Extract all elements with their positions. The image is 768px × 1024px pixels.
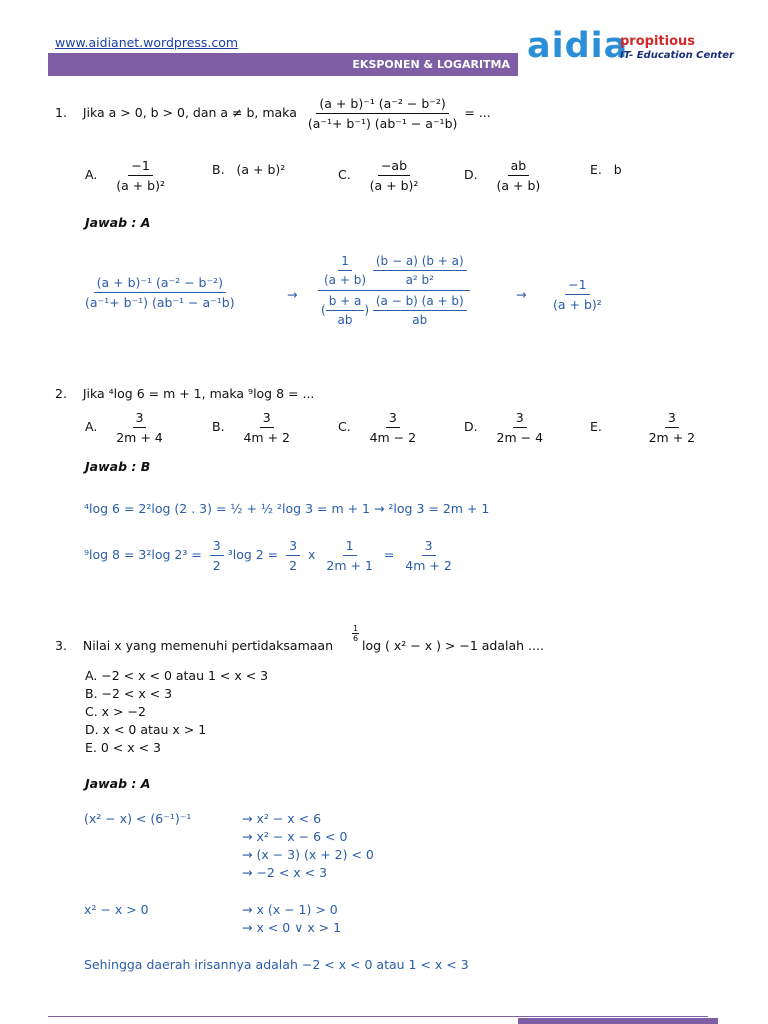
q1-option-text: b: [613, 162, 622, 177]
q2-option-label: D.: [464, 419, 478, 434]
q1-sol-denominator: (a⁻¹+ b⁻¹) (ab⁻¹ − a⁻¹b): [85, 295, 235, 310]
q1-option-label: A.: [85, 167, 98, 182]
q3-solution-a-lhs: (x² − x) < (6⁻¹)⁻¹: [84, 811, 192, 826]
q2-frac-den: 2: [289, 558, 298, 573]
question-2: [55, 386, 314, 401]
q2-option-a: [85, 410, 166, 445]
q2-option-num: 3: [386, 410, 400, 428]
q1-expression: [305, 96, 461, 131]
q3-log-base-den: 6: [353, 634, 359, 643]
q3-option-c: C. x > −2: [85, 704, 146, 719]
q2-option-label: E.: [590, 419, 602, 434]
q3-option-b: B. −2 < x < 3: [85, 686, 173, 701]
q1-solution-expression: [82, 275, 238, 310]
q1-option-den: (a + b)²: [116, 178, 165, 193]
q1-expr-numerator: (a + b)⁻¹ (a⁻² − b⁻²): [316, 96, 448, 114]
q2-stem: Jika ⁴log 6 = m + 1, maka ⁹log 8 = ...: [82, 386, 315, 401]
q1-option-c: [338, 158, 421, 193]
q1-option-num: −ab: [378, 158, 410, 176]
aidia-logo: aidia: [527, 26, 629, 66]
q3-number: 3.: [55, 638, 67, 653]
q2-option-den: 4m + 2: [243, 430, 290, 445]
q2-option-num: 3: [513, 410, 527, 428]
q3-solution-a-step: → x² − x < 6: [242, 811, 322, 826]
q1-expr-denominator: (a⁻¹+ b⁻¹) (ab⁻¹ − a⁻¹b): [307, 116, 458, 131]
q1-option-label: C.: [338, 167, 351, 182]
q3-log-base-num: 1: [353, 624, 359, 633]
q3-conclusion: Sehingga daerah irisannya adalah −2 < x < 0 atau 1 < x < 3: [84, 957, 469, 972]
q2-frac-den: 2m + 1: [326, 558, 373, 573]
q2-option-d: [464, 410, 546, 445]
q1-arrow-2: →: [516, 287, 527, 302]
q2-line2-times: x: [308, 547, 316, 562]
q1-arrow-1: →: [287, 287, 298, 302]
q2-option-label: A.: [85, 419, 98, 434]
q3-solution-a-step: → −2 < x < 3: [242, 865, 328, 880]
q3-solution-b-step: → x (x − 1) > 0: [242, 902, 338, 917]
footer-divider: [48, 1016, 708, 1017]
q3-inequality: log ( x² − x ) > −1 adalah ....: [362, 638, 544, 653]
q2-option-den: 2m + 4: [116, 430, 163, 445]
q2-option-b: [212, 410, 293, 445]
q1-option-den: (a + b): [496, 178, 541, 193]
q2-option-num: 3: [133, 410, 147, 428]
q1-step-frac-den: a² b²: [405, 273, 434, 287]
q1-stem: Jika a > 0, b > 0, dan a ≠ b, maka: [82, 105, 297, 120]
q1-option-d: [464, 158, 543, 193]
q3-option-a: A. −2 < x < 0 atau 1 < x < 3: [85, 668, 269, 683]
q2-frac-den: 2: [212, 558, 221, 573]
q1-solution-step: $\frac{1}{(a + b)}$ $\frac{(b - a) (b + a)}{\text{a² b²}}$ ( $\frac{b + a}{ab}$ ) $\frac{(a - b) (a + b)}{ab}$: [318, 254, 470, 327]
q3-option-e: E. 0 < x < 3: [85, 740, 161, 755]
section-title: EKSPONEN & LOGARITMA: [352, 58, 510, 71]
q1-step-frac-num: (a − b) (a + b): [373, 294, 467, 311]
q1-option-num: −1: [128, 158, 152, 176]
site-url-link[interactable]: www.aidianet.wordpress.com: [55, 35, 239, 50]
q2-frac-num: 3: [422, 538, 436, 556]
q1-option-text: (a + b)²: [236, 162, 286, 177]
q1-option-num: ab: [508, 158, 530, 176]
q1-result-den: (a + b)²: [553, 297, 602, 312]
q2-option-e: [590, 410, 698, 445]
logo-tagline-education: IT- Education Center: [620, 50, 734, 61]
q1-option-e: [590, 162, 622, 177]
footer-bar: [518, 1018, 718, 1024]
q2-option-num: 3: [665, 410, 679, 428]
q2-line2-equals: =: [383, 547, 395, 562]
q2-number: 2.: [55, 386, 67, 401]
q2-option-den: 2m − 4: [496, 430, 544, 445]
q1-option-label: B.: [212, 162, 225, 177]
q1-step-frac-den: ab: [412, 313, 428, 327]
q1-option-b: [212, 162, 285, 177]
q1-result: [550, 277, 605, 312]
q2-option-label: B.: [212, 419, 225, 434]
q1-step-frac-den: ab: [337, 313, 353, 327]
q2-frac-den: 4m + 2: [405, 558, 452, 573]
q1-option-label: D.: [464, 167, 478, 182]
q3-option-d: D. x < 0 atau x > 1: [85, 722, 207, 737]
q3-solution-a-step: → x² − x − 6 < 0: [242, 829, 348, 844]
q3-solution-a-step: → (x − 3) (x + 2) < 0: [242, 847, 374, 862]
q1-option-a: [85, 158, 168, 193]
q1-tail: = ...: [464, 105, 491, 120]
q1-step-frac-num: 1: [338, 254, 352, 271]
q2-solution-line-2: [84, 538, 455, 573]
q1-option-den: (a + b)²: [369, 178, 419, 193]
q2-solution-line-1: ⁴log 6 = 2²log (2 . 3) = ½ + ½ ²log 3 = m + 1 → ²log 3 = 2m + 1: [84, 501, 490, 516]
question-1: [55, 96, 491, 131]
q2-option-num: 3: [260, 410, 274, 428]
q2-frac-num: 3: [210, 538, 224, 556]
question-3: [55, 638, 333, 653]
q2-frac-num: 3: [286, 538, 300, 556]
q3-log-base: [352, 624, 359, 643]
q2-answer: Jawab : B: [85, 459, 151, 474]
q3-answer: Jawab : A: [85, 776, 151, 791]
q1-answer: Jawab : A: [85, 215, 151, 230]
q3-solution-b-step: → x < 0 ∨ x > 1: [242, 920, 342, 935]
q3-stem: Nilai x yang memenuhi pertidaksamaan: [82, 638, 334, 653]
q2-line2-mid: ³log 2 =: [227, 547, 279, 562]
q2-option-den: 2m + 2: [648, 430, 696, 445]
logo-tagline-propitious: propitious: [620, 34, 696, 49]
q2-option-c: [338, 410, 419, 445]
q2-frac-num: 1: [343, 538, 357, 556]
q1-result-num: −1: [565, 277, 589, 295]
q1-option-label: E.: [590, 162, 602, 177]
q1-step-frac-den: (a + b): [324, 273, 367, 287]
q2-option-label: C.: [338, 419, 351, 434]
q1-sol-numerator: (a + b)⁻¹ (a⁻² − b⁻²): [94, 275, 226, 293]
q2-option-den: 4m − 2: [369, 430, 417, 445]
q3-solution-b-lhs: x² − x > 0: [84, 902, 149, 917]
q1-step-frac-num: b + a: [326, 294, 365, 311]
q2-line2-lhs: ⁹log 8 = 3²log 2³ =: [84, 547, 202, 562]
q1-step-frac-num: (b − a) (b + a): [373, 254, 467, 271]
q1-number: 1.: [55, 105, 67, 120]
